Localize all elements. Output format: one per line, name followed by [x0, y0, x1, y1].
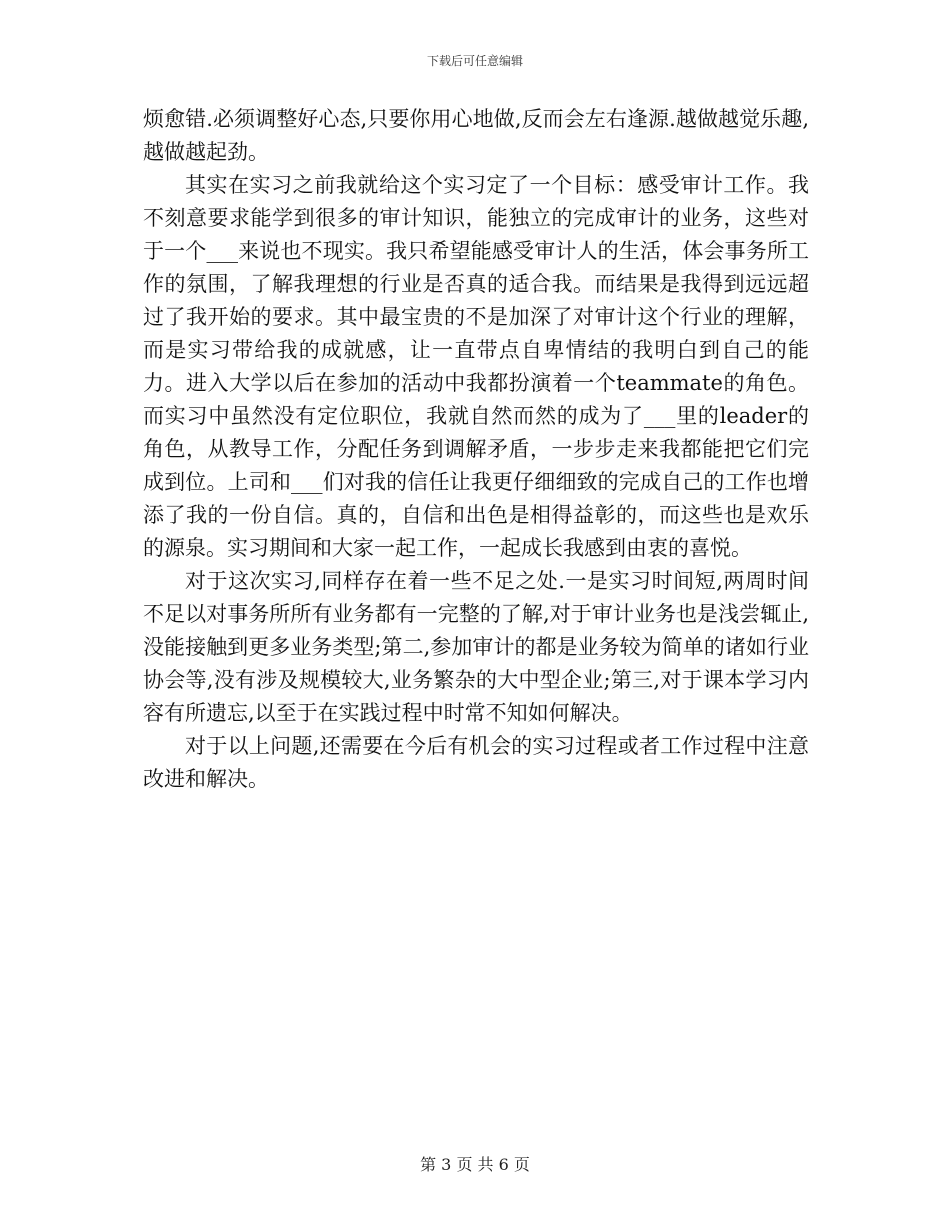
page-number: 第 3 页 共 6 页 — [420, 1155, 530, 1174]
paragraph-conclusion: 对于以上问题,还需要在今后有机会的实习过程或者工作过程中注意改进和解决。 — [143, 734, 809, 791]
paragraph-internship-goal: 其实在实习之前我就给这个实习定了一个目标：感受审计工作。我不刻意要求能学到很多的审计知识，能独立的完成审计的业务，这些对于一个___来说也不现实。我只希望能感受审计人的生活，体会事务所工作的氛围，了解我理想的行业是否真的适合我。而结果是我得到远远超过了我开始的要求。其中最宝贵的不是加深了对审计这个行业的理解，而是实习带给我的成就感，让一直带点自卑情结的我明白到自己的能力。进入大学以后在参加的活动中我都扮演着一个teammate的角色。而实习中虽然没有定位职位，我就自然而然的成为了___里的leader的角色，从教导工作，分配任务到调解矛盾，一步步走来我都能把它们完成到位。上司和___们对我的信任让我更仔细细致的完成自己的工作也增添了我的一份自信。真的，自信和出色是相得益彰的，而这些也是欢乐的源泉。实习期间和大家一起工作，一起成长我感到由衷的喜悦。 — [143, 173, 809, 560]
paragraph-shortcomings: 对于这次实习,同样存在着一些不足之处.一是实习时间短,两周时间不足以对事务所所有业务都有一完整的了解,对于审计业务也是浅尝辄止,没能接触到更多业务类型;第二,参加审计的都是业务较为简单的诸如行业协会等,没有涉及规模较大,业务繁杂的大中型企业;第三,对于课本学习内容有所遗忘,以至于在实践过程中时常不知如何解决。 — [143, 569, 809, 725]
document-body — [143, 103, 809, 796]
paragraph-continuation: 烦愈错.必须调整好心态,只要你用心地做,反而会左右逢源.越做越觉乐趣,越做越起劲。 — [143, 107, 809, 164]
page-header: 下载后可任意编辑 — [426, 54, 523, 68]
